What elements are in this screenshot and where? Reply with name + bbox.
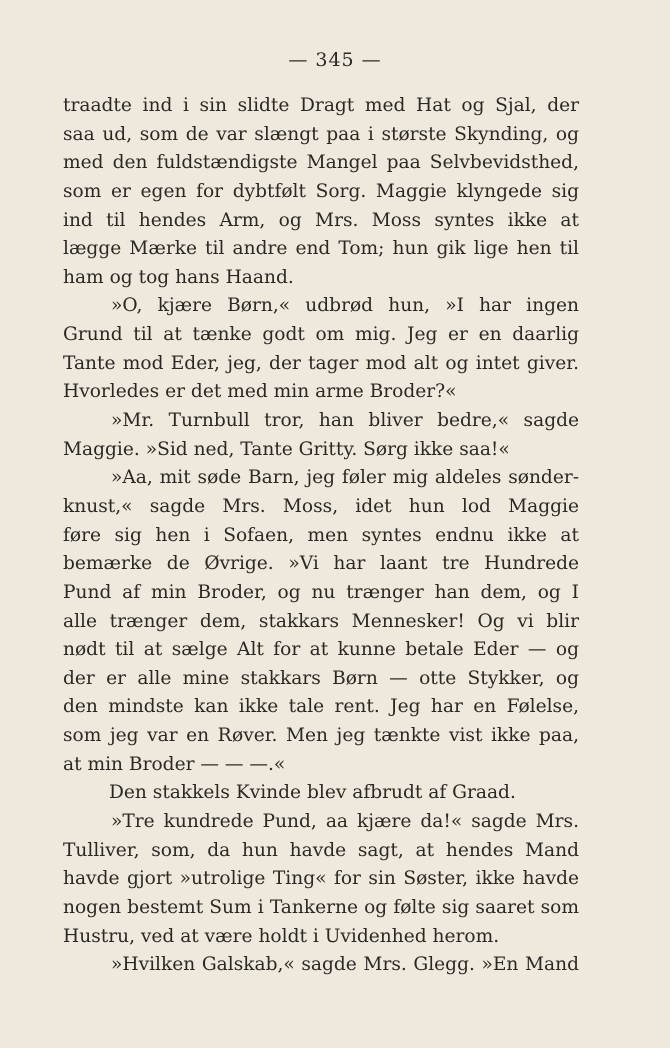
text-line: bemærke de Øvrige. »Vi har laant tre Hundrede — [63, 553, 579, 575]
text-line: nødt til at sælge Alt for at kunne betale Eder — og — [63, 639, 579, 661]
text-line: lægge Mærke til andre end Tom; hun gik lige hen til — [63, 238, 579, 260]
text-line: Pund af min Broder, og nu trænger han dem, og I — [63, 581, 579, 603]
text-line: at min Broder — — —.« — [63, 753, 286, 775]
text-line: »Mr. Turnbull tror, han bliver bedre,« sagde — [111, 410, 579, 432]
text-line: den mindste kan ikke tale rent. Jeg har en Følelse, — [63, 696, 579, 718]
text-line: Hustru, ved at være holdt i Uvidenhed herom. — [63, 925, 500, 947]
text-line: ind til hendes Arm, og Mrs. Moss syntes ikke at — [63, 209, 579, 231]
text-line: med den fuldstændigste Mangel paa Selvbevidsthed, — [63, 152, 579, 174]
text-line: nogen bestemt Sum i Tankerne og følte sig saaret som — [63, 896, 579, 918]
text-line: saa ud, som de var slængt paa i største Skynding, og — [63, 123, 579, 145]
text-line: Hvorledes er det med min arme Broder?« — [63, 381, 457, 403]
text-line: som jeg var en Røver. Men jeg tænkte vist ikke paa, — [63, 725, 579, 747]
text-line: traadte ind i sin slidte Dragt med Hat og Sjal, der — [63, 95, 579, 116]
text-line: »Aa, mit søde Barn, jeg føler mig aldeles sønder- — [111, 467, 579, 489]
text-line: havde gjort »utrolige Ting« for sin Søster, ikke havde — [63, 868, 579, 890]
body-text — [63, 92, 579, 980]
text-line: knust,« sagde Mrs. Moss, idet hun lod Maggie — [63, 495, 579, 517]
text-line: »Tre kundrede Pund, aa kjære da!« sagde Mrs. — [111, 811, 579, 833]
text-line: Maggie. »Sid ned, Tante Gritty. Sørg ikke saa!« — [63, 438, 510, 460]
text-line: »O, kjære Børn,« udbrød hun, »I har ingen — [111, 295, 579, 317]
text-line: som er egen for dybtfølt Sorg. Maggie klyngede sig — [63, 180, 579, 202]
text-line: alle trænger dem, stakkars Mennesker! Og vi blir — [63, 610, 579, 632]
text-line: Grund til at tænke godt om mig. Jeg er en daarlig — [63, 324, 579, 346]
text-line: der er alle mine stakkars Børn — otte Stykker, og — [63, 667, 579, 689]
text-line: »Hvilken Galskab,« sagde Mrs. Glegg. »En Mand — [111, 954, 579, 976]
text-line: føre sig hen i Sofaen, men syntes endnu ikke at — [63, 524, 579, 546]
page-number: — 345 — — [288, 49, 382, 71]
text-line: Den stakkels Kvinde blev afbrudt af Graad. — [109, 782, 516, 804]
text-line: ham og tog hans Haand. — [63, 266, 294, 288]
text-line: Tante mod Eder, jeg, der tager mod alt og intet giver. — [63, 352, 579, 374]
text-line: Tulliver, som, da hun havde sagt, at hendes Mand — [63, 839, 579, 861]
